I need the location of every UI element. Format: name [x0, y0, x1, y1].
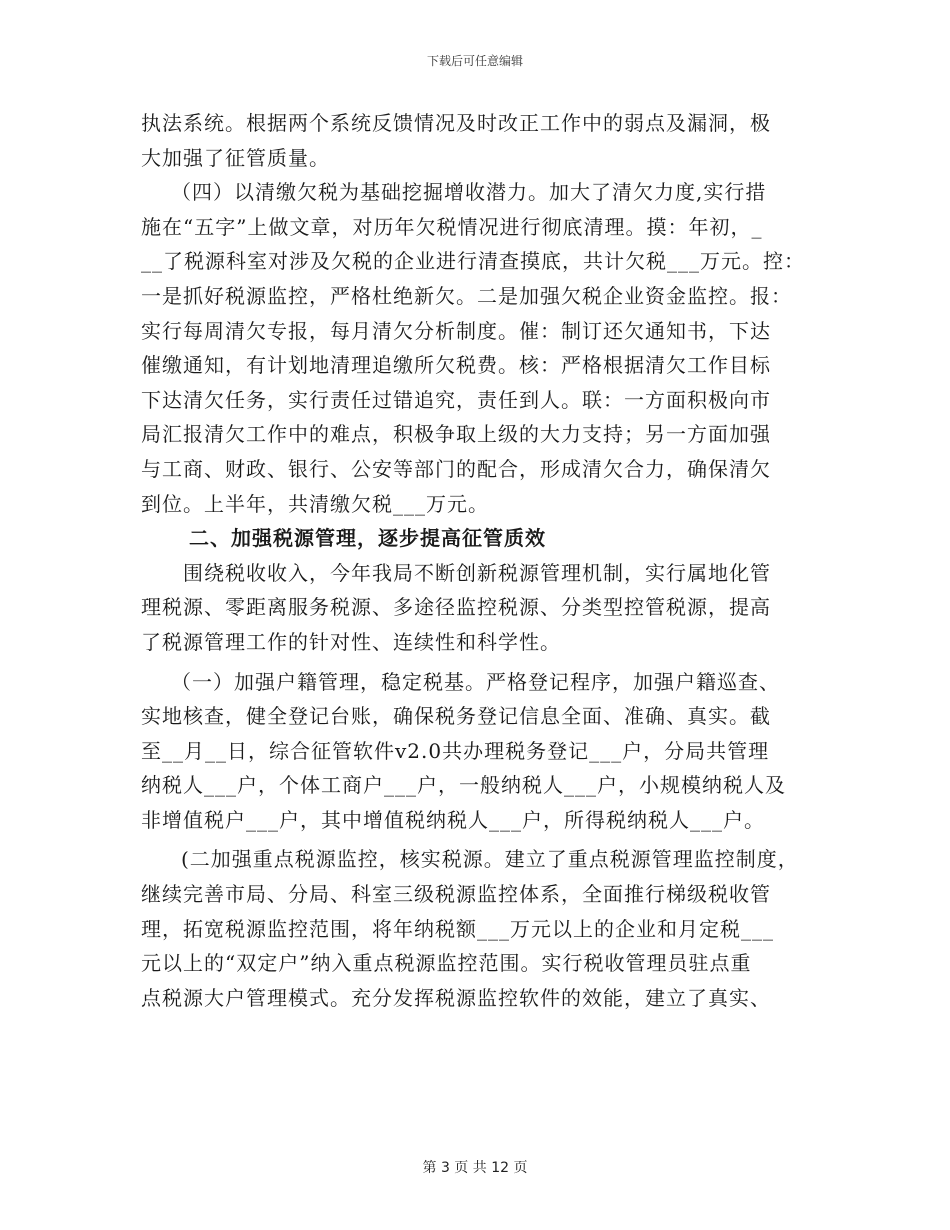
text-line: 非增值税户___户，其中增值税纳税人___户，所得税纳税人___户。	[141, 807, 765, 832]
text-line: （四）以清缴欠税为基础挖掘增收潜力。加大了清欠力度,实行措	[171, 180, 767, 205]
paragraph-block-4	[141, 842, 831, 1015]
text-line: （一）加强户籍管理，稳定税基。严格登记程序，加强户籍巡查、	[171, 669, 780, 694]
text-line: 施在“五字”上做文章，对历年欠税情况进行彻底清理。摸：年初，_	[141, 214, 763, 239]
text-line: 围绕税收收入，今年我局不断创新税源管理机制，实行属地化管	[183, 560, 771, 585]
text-line: __了税源科室对涉及欠税的企业进行清查摸底，共计欠税___万元。控：	[141, 249, 805, 274]
text-line: 实行每周清欠专报，每月清欠分析制度。催：制订还欠通知书，下达	[141, 318, 771, 343]
section-heading: 二、加强税源管理，逐步提高征管质效	[189, 526, 546, 551]
text-line: 大加强了征管质量。	[141, 145, 330, 170]
text-line: 一是抓好税源监控，严格杜绝新欠。二是加强欠税企业资金监控。报：	[141, 283, 792, 308]
paragraph-block-2	[141, 556, 831, 660]
text-line: 至__月__日，综合征管软件v2.0共办理税务登记___户，分局共管理	[141, 738, 770, 763]
text-line: 催缴通知，有计划地清理追缴所欠税费。核：严格根据清欠工作目标	[141, 353, 771, 378]
text-line: (二加强重点税源监控，核实税源。建立了重点税源管理监控制度，	[181, 847, 799, 872]
text-line: 执法系统。根据两个系统反馈情况及时改正工作中的弱点及漏洞，极	[141, 111, 771, 135]
text-line: 理税源、零距离服务税源、多途径监控税源、分类型控管税源，提高	[141, 595, 771, 620]
text-line: 继续完善市局、分局、科室三级税源监控体系，全面推行梯级税收管	[141, 882, 771, 907]
text-line: 局汇报清欠工作中的难点，积极争取上级的大力支持；另一方面加强	[141, 422, 771, 447]
paragraph-block-3	[141, 665, 831, 838]
text-line: 到位。上半年，共清缴欠税___万元。	[141, 491, 489, 516]
page-footer: 第 3 页 共 12 页	[422, 1160, 528, 1176]
page-header: 下载后可任意编辑	[426, 54, 523, 68]
text-line: 了税源管理工作的针对性、连续性和科学性。	[141, 629, 561, 654]
paragraph-block-1	[141, 106, 831, 521]
text-line: 元以上的“双定户”纳入重点税源监控范围。实行税收管理员驻点重	[141, 951, 752, 976]
text-line: 理，拓宽税源监控范围，将年纳税额___万元以上的企业和月定税___	[141, 916, 774, 941]
text-line: 与工商、财政、银行、公安等部门的配合，形成清欠合力，确保清欠	[141, 456, 771, 481]
text-line: 实地核查，健全登记台账，确保税务登记信息全面、准确、真实。截	[141, 704, 771, 729]
text-line: 纳税人___户，个体工商户___户，一般纳税人___户，小规模纳税人及	[141, 773, 786, 798]
text-line: 点税源大户管理模式。充分发挥税源监控软件的效能，建立了真实、	[141, 985, 771, 1010]
document-body	[141, 106, 831, 1015]
text-line: 下达清欠任务，实行责任过错追究，责任到人。联：一方面积极向市	[141, 387, 771, 412]
